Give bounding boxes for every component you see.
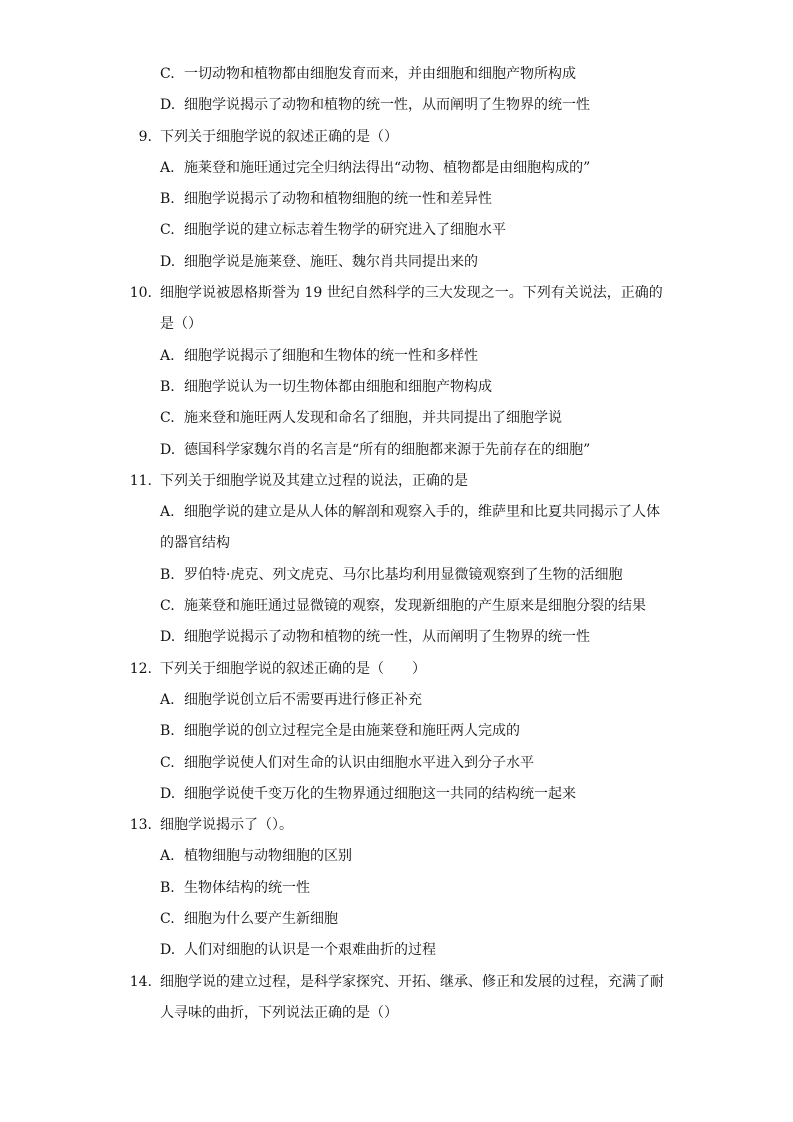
option-letter: A. <box>160 848 175 865</box>
option-line <box>0 935 793 966</box>
option-line <box>0 779 793 810</box>
option-text: 的器官结构 <box>160 535 230 552</box>
question-text: 细胞学说揭示了（）。 <box>160 817 293 834</box>
option-text: 细胞学说认为一切生物体都由细胞和细胞产物构成 <box>184 378 492 395</box>
question-line <box>0 967 793 998</box>
option-text: 细胞学说的建立标志着生物学的研究进入了细胞水平 <box>184 222 506 239</box>
option-line <box>0 59 793 90</box>
option-letter: D. <box>160 97 176 114</box>
option-letter: C. <box>160 410 175 427</box>
option-line <box>0 841 793 872</box>
option-text: 细胞学说揭示了动物和植物的统一性，从而阐明了生物界的统一性 <box>184 97 590 114</box>
question-number: 12. <box>129 660 152 677</box>
option-text: 人们对细胞的认识是一个艰难曲折的过程 <box>184 942 436 959</box>
option-letter: D. <box>160 629 176 646</box>
option-text: 细胞学说的建立是从人体的解剖和观察入手的，维萨里和比夏共同揭示了人体 <box>184 504 660 521</box>
question-line <box>0 654 793 685</box>
question-text: 下列关于细胞学说的叙述正确的是（ ） <box>160 660 426 677</box>
question-number: 11. <box>129 472 152 489</box>
option-text: 细胞学说使人们对生命的认识由细胞水平进入到分子水平 <box>184 754 534 771</box>
option-line <box>0 90 793 121</box>
question-line <box>0 466 793 497</box>
option-text: 施莱登和施旺通过完全归纳法得出“动物、植物都是由细胞构成的” <box>184 159 591 176</box>
question-text: 是（） <box>160 316 202 333</box>
option-letter: A. <box>160 347 175 364</box>
option-line <box>0 247 793 278</box>
option-line <box>0 341 793 372</box>
question-line <box>0 810 793 841</box>
option-line <box>0 560 793 591</box>
option-letter: D. <box>160 785 176 802</box>
question-line <box>0 122 793 153</box>
option-text: 细胞学说创立后不需要再进行修正补充 <box>184 691 422 708</box>
option-text: 细胞学说揭示了动物和植物的统一性，从而阐明了生物界的统一性 <box>184 629 590 646</box>
option-line <box>0 716 793 747</box>
option-letter: B. <box>160 378 175 395</box>
question-continuation-line <box>0 998 793 1029</box>
option-letter: C. <box>160 911 175 928</box>
option-line <box>0 748 793 779</box>
option-line <box>0 497 793 528</box>
option-text: 植物细胞与动物细胞的区别 <box>184 848 352 865</box>
option-line <box>0 622 793 653</box>
option-letter: A. <box>160 691 175 708</box>
option-text: 细胞为什么要产生新细胞 <box>184 911 338 928</box>
option-text: 施来登和施旺两人发现和命名了细胞，并共同提出了细胞学说 <box>184 410 562 427</box>
option-letter: A. <box>160 159 175 176</box>
option-letter: C. <box>160 754 175 771</box>
option-text: 罗伯特·虎克、列文虎克、马尔比基均利用显微镜观察到了生物的活细胞 <box>184 566 623 583</box>
option-letter: C. <box>160 222 175 239</box>
question-number: 14. <box>129 973 152 990</box>
option-text: 细胞学说使千变万化的生物界通过细胞这一共同的结构统一起来 <box>184 785 576 802</box>
option-letter: B. <box>160 723 175 740</box>
option-line <box>0 184 793 215</box>
question-text: 细胞学说的建立过程，是科学家探究、开拓、继承、修正和发展的过程，充满了耐 <box>160 973 664 990</box>
question-text: 下列关于细胞学说及其建立过程的说法，正确的是 <box>160 472 468 489</box>
option-text: 细胞学说是施莱登、施旺、魏尔肖共同提出来的 <box>184 253 478 270</box>
option-text: 细胞学说的创立过程完全是由施莱登和施旺两人完成的 <box>184 723 520 740</box>
option-letter: B. <box>160 879 175 896</box>
option-letter: D. <box>160 441 176 458</box>
option-line <box>0 904 793 935</box>
option-letter: B. <box>160 191 175 208</box>
option-line <box>0 403 793 434</box>
document-page <box>0 59 793 1029</box>
question-number: 9. <box>138 128 152 145</box>
option-letter: C. <box>160 598 175 615</box>
option-text: 施莱登和施旺通过显微镜的观察，发现新细胞的产生原来是细胞分裂的结果 <box>184 598 646 615</box>
question-text: 细胞学说被恩格斯誉为 19 世纪自然科学的三大发现之一。下列有关说法，正确的 <box>160 285 663 302</box>
option-text: 一切动物和植物都由细胞发育而来，并由细胞和细胞产物所构成 <box>184 66 576 82</box>
option-letter: A. <box>160 504 175 521</box>
option-letter: D. <box>160 253 176 270</box>
option-line <box>0 873 793 904</box>
question-number: 13. <box>129 817 152 834</box>
question-continuation-line <box>0 309 793 340</box>
option-line <box>0 685 793 716</box>
question-text: 下列关于细胞学说的叙述正确的是（） <box>160 128 398 145</box>
option-text: 生物体结构的统一性 <box>184 879 310 896</box>
question-text: 人寻味的曲折，下列说法正确的是（） <box>160 1004 398 1021</box>
option-letter: C. <box>160 66 175 82</box>
option-text: 德国科学家魏尔肖的名言是“所有的细胞都来源于先前存在的细胞” <box>184 441 591 458</box>
option-continuation-line <box>0 528 793 559</box>
option-letter: B. <box>160 566 175 583</box>
option-line <box>0 215 793 246</box>
option-text: 细胞学说揭示了细胞和生物体的统一性和多样性 <box>184 347 478 364</box>
question-line <box>0 278 793 309</box>
option-line <box>0 372 793 403</box>
option-line <box>0 435 793 466</box>
option-line <box>0 591 793 622</box>
option-text: 细胞学说揭示了动物和植物细胞的统一性和差异性 <box>184 191 492 208</box>
question-number: 10. <box>129 285 152 302</box>
option-line <box>0 153 793 184</box>
option-letter: D. <box>160 942 176 959</box>
